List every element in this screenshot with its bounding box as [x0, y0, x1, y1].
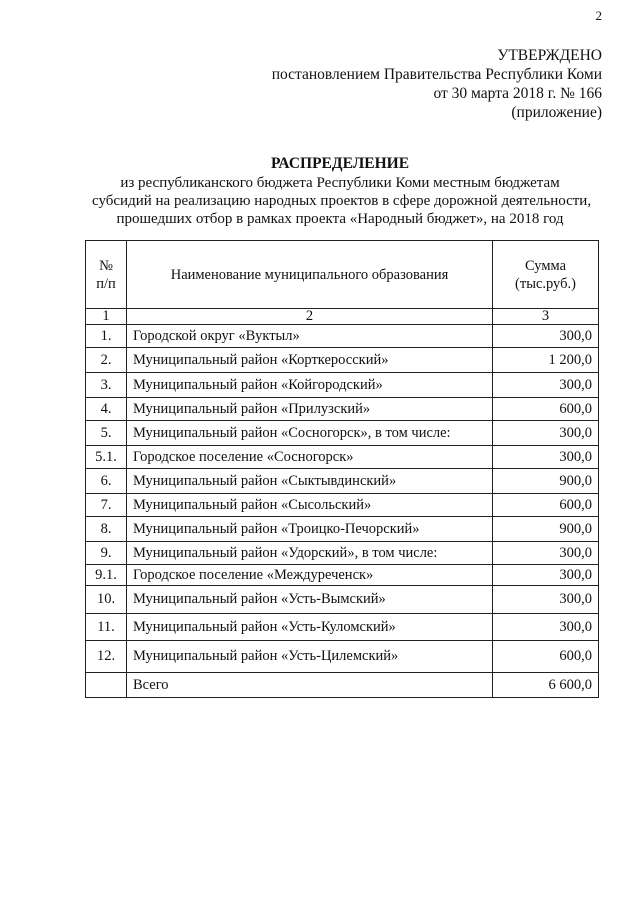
column-index-cell: 3 — [493, 309, 599, 325]
municipality-name-cell: Муниципальный район «Усть-Цилемский» — [127, 641, 493, 673]
header-number-cell — [86, 241, 127, 309]
approval-stamp-title: УТВЕРЖДЕНО — [497, 47, 602, 64]
document-subtitle-line-1: из республиканского бюджета Республики Коми местным бюджетам — [120, 175, 560, 191]
row-number-cell — [86, 673, 127, 698]
amount-cell: 300,0 — [493, 421, 599, 446]
amount-cell: 1 200,0 — [493, 348, 599, 373]
table-total-row — [86, 673, 599, 698]
table-row — [86, 542, 599, 565]
table-row — [86, 641, 599, 673]
header-sum-cell — [493, 241, 599, 309]
municipality-name-cell: Городское поселение «Сосногорск» — [127, 446, 493, 469]
amount-cell: 900,0 — [493, 469, 599, 494]
row-number-cell: 2. — [86, 348, 127, 373]
municipality-name-cell: Всего — [127, 673, 493, 698]
municipality-name-cell: Городской округ «Вуктыл» — [127, 325, 493, 348]
row-number-cell: 9. — [86, 542, 127, 565]
table-row — [86, 614, 599, 641]
amount-cell: 300,0 — [493, 542, 599, 565]
row-number-cell: 4. — [86, 398, 127, 421]
table-row — [86, 469, 599, 494]
row-number-cell: 10. — [86, 586, 127, 614]
header-number-abbrev: п/п — [96, 275, 116, 292]
row-number-cell: 12. — [86, 641, 127, 673]
approval-date-line: от 30 марта 2018 г. № 166 — [433, 85, 602, 102]
row-number-cell: 1. — [86, 325, 127, 348]
table-header-row — [86, 241, 599, 309]
row-number-cell: 5. — [86, 421, 127, 446]
municipality-name-cell: Муниципальный район «Удорский», в том числе: — [127, 542, 493, 565]
table-row — [86, 421, 599, 446]
amount-cell: 600,0 — [493, 641, 599, 673]
distribution-table — [85, 240, 599, 698]
document-heading — [92, 154, 592, 228]
amount-cell: 300,0 — [493, 446, 599, 469]
amount-cell: 600,0 — [493, 494, 599, 517]
municipality-name-cell: Муниципальный район «Сосногорск», в том числе: — [127, 421, 493, 446]
amount-cell: 6 600,0 — [493, 673, 599, 698]
page-number: 2 — [595, 8, 602, 23]
column-index-row — [86, 309, 599, 325]
header-sum-unit: (тыс.руб.) — [515, 275, 576, 292]
row-number-cell: 3. — [86, 373, 127, 398]
column-index-cell: 1 — [86, 309, 127, 325]
header-number-sign: № — [99, 257, 113, 274]
municipality-name-cell: Городское поселение «Междуреченск» — [127, 565, 493, 586]
table-row — [86, 348, 599, 373]
row-number-cell: 7. — [86, 494, 127, 517]
amount-cell: 300,0 — [493, 586, 599, 614]
header-name-cell: Наименование муниципального образования — [127, 241, 493, 309]
row-number-cell: 8. — [86, 517, 127, 542]
municipality-name-cell: Муниципальный район «Усть-Вымский» — [127, 586, 493, 614]
approval-appendix-line: (приложение) — [511, 104, 602, 121]
table-row — [86, 325, 599, 348]
amount-cell: 900,0 — [493, 517, 599, 542]
table-row — [86, 398, 599, 421]
document-subtitle-line-2: субсидий на реализацию народных проектов в сфере дорожной деятельности, — [92, 193, 592, 209]
row-number-cell: 9.1. — [86, 565, 127, 586]
municipality-name-cell: Муниципальный район «Усть-Куломский» — [127, 614, 493, 641]
amount-cell: 300,0 — [493, 565, 599, 586]
document-subtitle-line-3: прошедших отбор в рамках проекта «Народный бюджет», на 2018 год — [116, 211, 564, 227]
amount-cell: 300,0 — [493, 373, 599, 398]
row-number-cell: 5.1. — [86, 446, 127, 469]
header-sum-label: Сумма — [524, 257, 567, 274]
table-row — [86, 373, 599, 398]
table-row — [86, 446, 599, 469]
row-number-cell: 6. — [86, 469, 127, 494]
table-row — [86, 586, 599, 614]
municipality-name-cell: Муниципальный район «Прилузский» — [127, 398, 493, 421]
amount-cell: 300,0 — [493, 325, 599, 348]
municipality-name-cell: Муниципальный район «Сысольский» — [127, 494, 493, 517]
row-number-cell: 11. — [86, 614, 127, 641]
document-title: РАСПРЕДЕЛЕНИЕ — [270, 155, 410, 172]
approval-resolution-line: постановлением Правительства Республики Коми — [271, 66, 602, 83]
municipality-name-cell: Муниципальный район «Корткеросский» — [127, 348, 493, 373]
table-row — [86, 565, 599, 586]
amount-cell: 600,0 — [493, 398, 599, 421]
municipality-name-cell: Муниципальный район «Сыктывдинский» — [127, 469, 493, 494]
municipality-name-cell: Муниципальный район «Койгородский» — [127, 373, 493, 398]
amount-cell: 300,0 — [493, 614, 599, 641]
municipality-name-cell: Муниципальный район «Троицко-Печорский» — [127, 517, 493, 542]
table-row — [86, 494, 599, 517]
approval-block — [182, 46, 602, 122]
column-index-cell: 2 — [127, 309, 493, 325]
table-row — [86, 517, 599, 542]
